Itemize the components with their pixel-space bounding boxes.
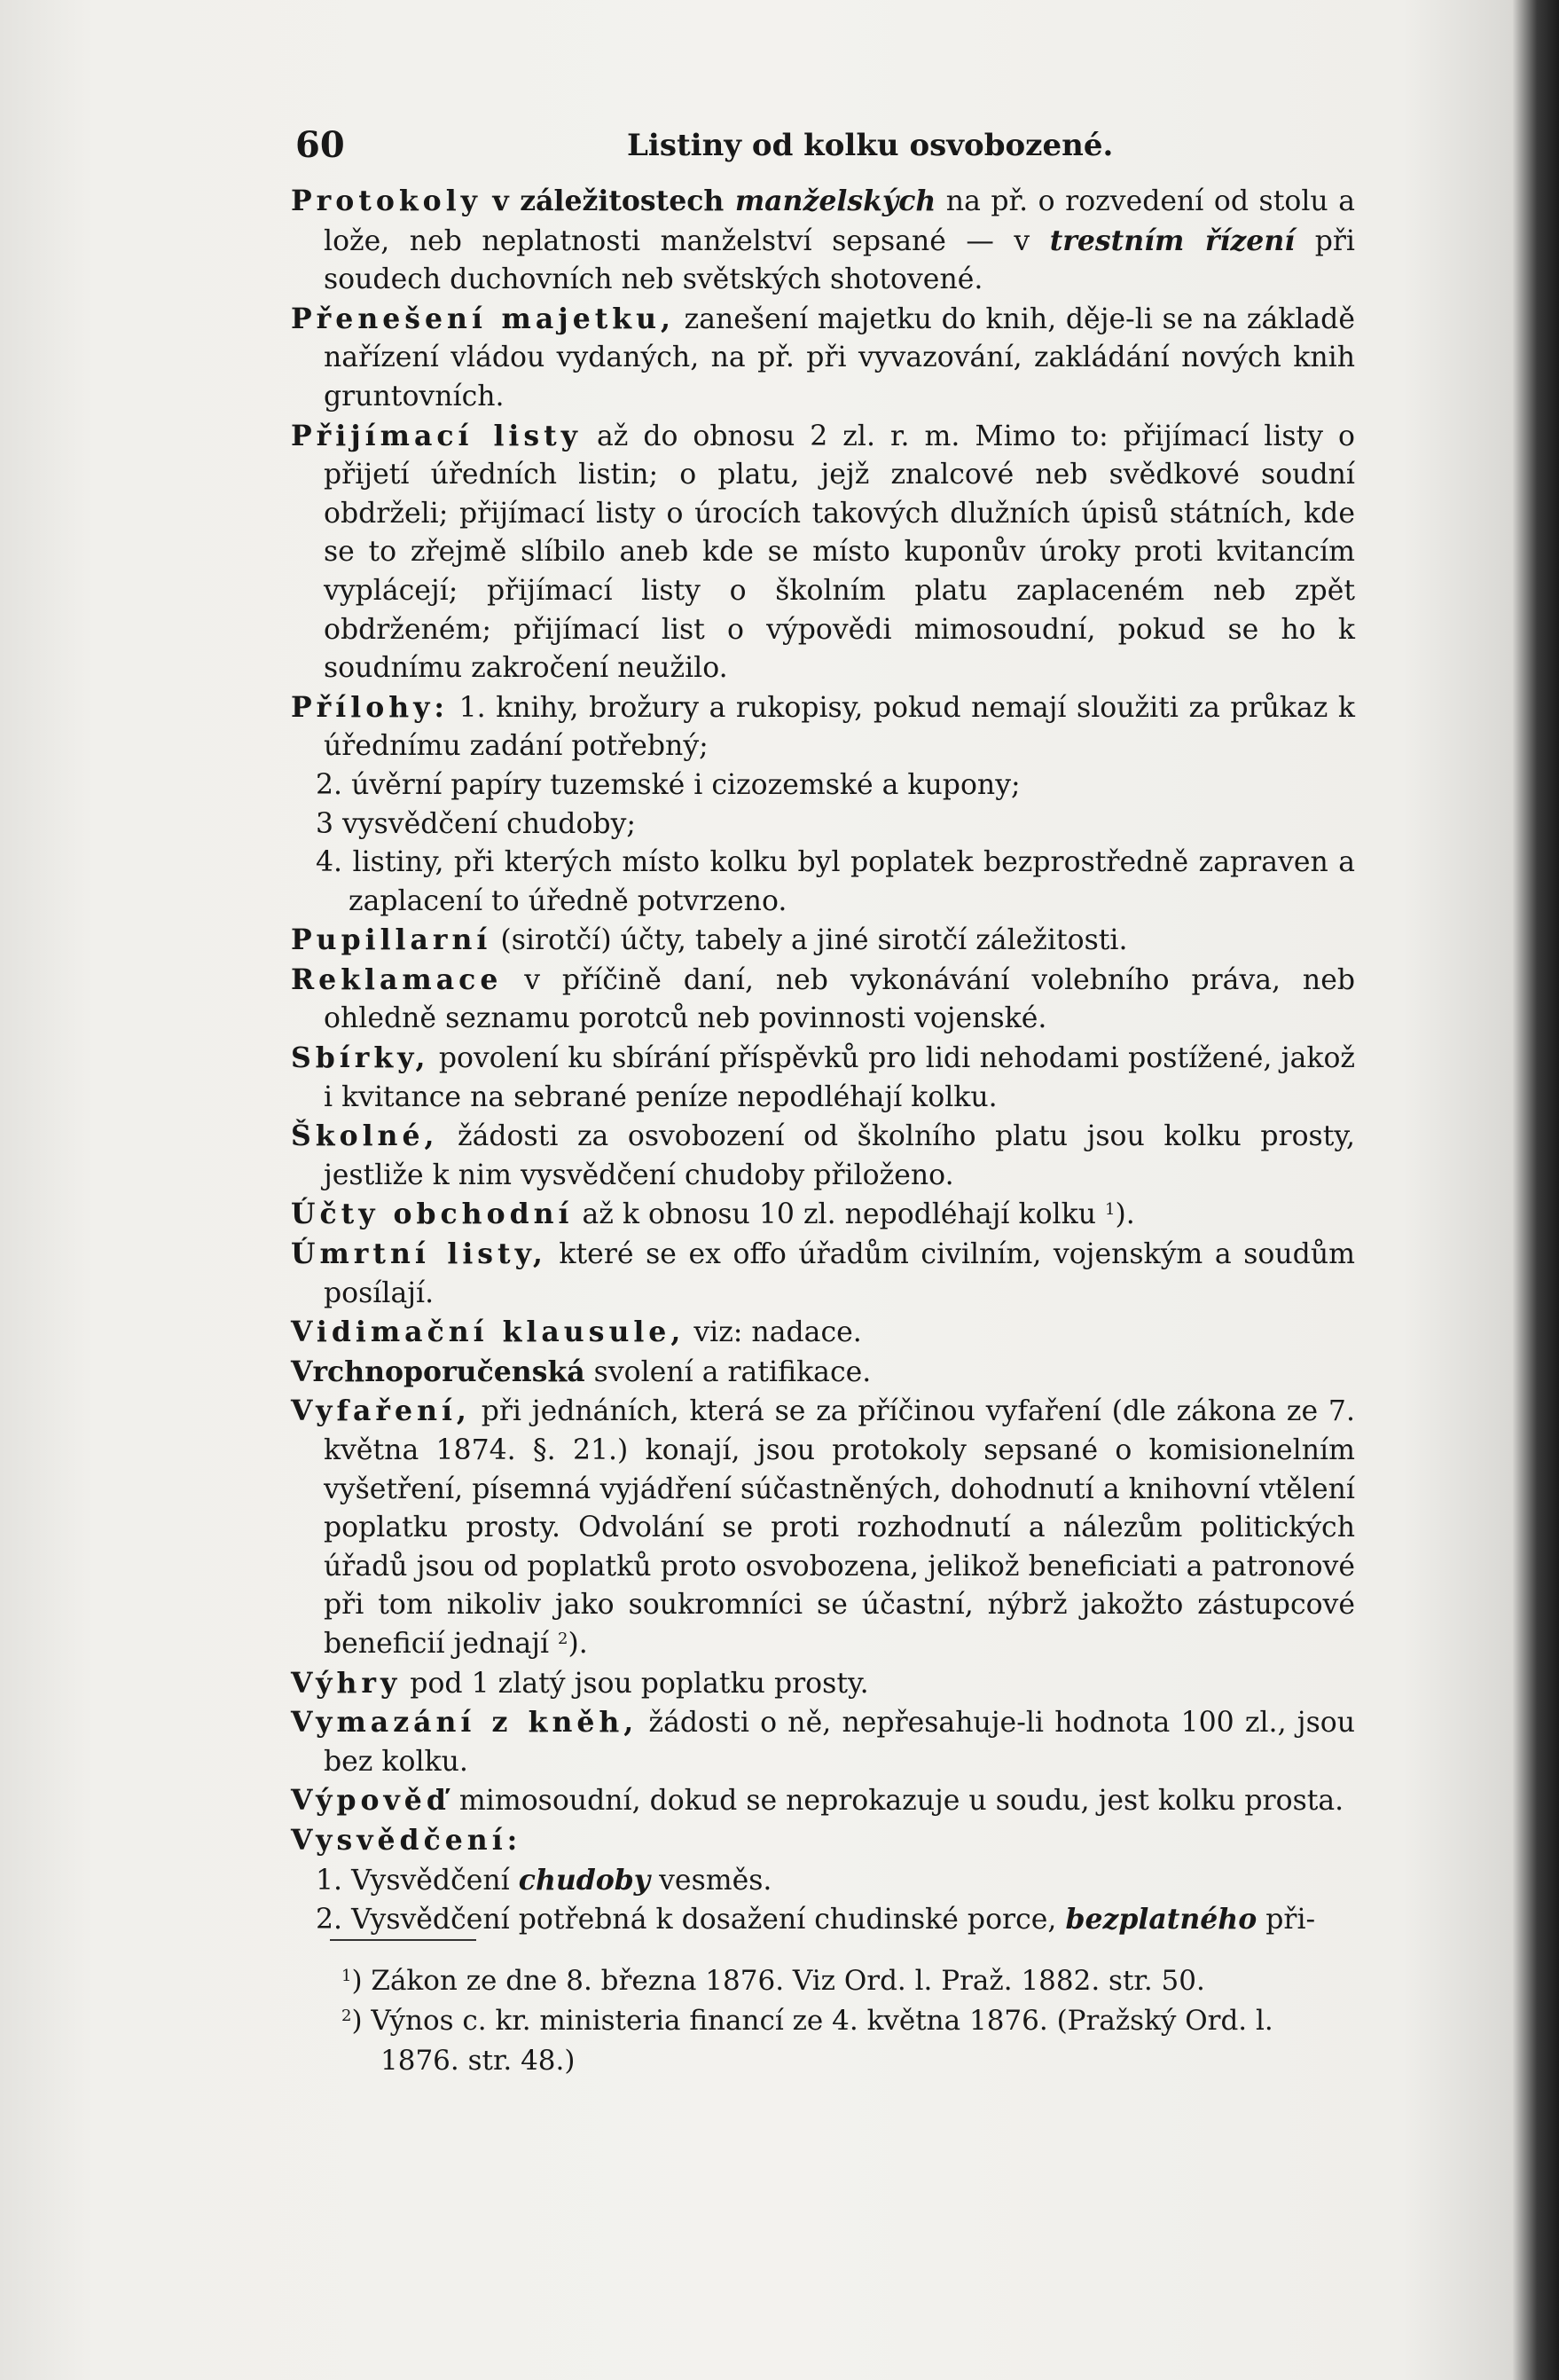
list-item: 3 vysvědčení chudoby;	[316, 807, 636, 840]
entry-sbirky: Sbírky, povolení ku sbírání příspěvků pro lidi nehodami postížené, jakož i kvitance na sebrané peníze nepodléhají kolku.	[291, 1041, 1355, 1113]
entry-prijimaci-listy: Přijímací listy až do obnosu 2 zl. r. m. Mimo to: přijímací listy o přijetí úředních listin; o platu, jejž znalcové neb svědkové soudní obdrželi; přijímací listy o úrocích takových dlužních úpisů státních, kde se to zřejmě slíbilo aneb kde se místo kuponův úroky proti kvitancím vyplácejí; přijímací listy o školním platu zaplaceném neb zpět obdrženém; přijímací list o výpovědi mimosoudní, pokud se ho k soudnímu zakročení neužilo.	[291, 419, 1355, 685]
entry-keyword: Přenešení majetku,	[291, 302, 675, 335]
entry-vyfareni: Vyfaření, při jednáních, která se za příčinou vyfaření (dle zákona ze 7. května 1874. §. 21.) konají, jsou protokoly sepsané o komisionelním vyšetření, písemná vyjádření súčastněných, dohodnutí a knihovní vtělení poplatku prosty. Odvolání se proti rozhodnutí a nálezům politických úřadů jsou od poplatků proto osvobozena, jelikož beneficiati a patronové při tom nikoliv jako soukromníci se účastní, nýbrž jakožto zástupcové beneficií jednají $^2$).	[291, 1394, 1355, 1660]
footnote-ref: 2	[558, 1629, 568, 1648]
entry-keyword: Vrchnoporučenská	[291, 1355, 585, 1388]
entry-keyword: Přílohy:	[291, 690, 450, 724]
entry-keyword: Reklamace	[291, 962, 503, 996]
entry-keyword: Úmrtní listy,	[291, 1237, 547, 1271]
entry-vymazani: Vymazání z kněh, žádosti o ně, nepřesahuje-li hodnota 100 zl., jsou bez kolku.	[291, 1706, 1355, 1778]
page-header	[295, 124, 1348, 169]
list-item: 2. Vysvědčení potřebná k dosažení chudinské porce, bezplatného při-	[316, 1903, 1316, 1936]
entry-vyhry: Výhry pod 1 zlatý jsou poplatku prosty.	[291, 1666, 869, 1700]
entry-skolne: Školné, žádosti za osvobození od školního platu jsou kolku prosty, jestliže k nim vysvědčení chudoby přiloženo.	[291, 1119, 1355, 1191]
list-item: 2. úvěrní papíry tuzemské i cizozemské a kupony;	[316, 768, 1021, 801]
footnote: $^2$) Výnos c. kr. ministeria financí ze 4. května 1876. (Pražský Ord. l. 1876. str. 48.)	[341, 2005, 1273, 2077]
entry-vrchnoporucenska: Vrchnoporučenská svolení a ratifikace.	[291, 1355, 872, 1388]
page-number: 60	[295, 124, 345, 166]
entry-vypoved: Výpověď mimosoudní, dokud se neprokazuje u soudu, jest kolku prosta.	[291, 1784, 1344, 1818]
footnotes	[341, 1961, 1352, 2081]
footnote: $^1$) Zákon ze dne 8. března 1876. Viz Ord. l. Praž. 1882. str. 50.	[341, 1965, 1205, 1997]
running-title: Listiny od kolku osvobozené.	[627, 128, 1114, 163]
entry-umrtni-listy: Úmrtní listy, které se ex offo úřadům civilním, vojenským a soudům posílají.	[291, 1237, 1355, 1309]
entry-keyword: Vysvědčení:	[291, 1823, 522, 1857]
entry-keyword: Sbírky,	[291, 1041, 430, 1075]
entry-keyword: Výpověď	[291, 1784, 450, 1818]
footnote-divider	[330, 1939, 476, 1941]
entry-keyword: Vyfaření,	[291, 1394, 471, 1428]
entry-keyword: Vidimační klausule,	[291, 1316, 685, 1349]
entry-keyword: Školné,	[291, 1119, 439, 1153]
entry-vysvedceni	[291, 1821, 1355, 1861]
footnote-ref: 1	[1105, 1200, 1116, 1220]
entry-protokoly: Protokoly v záležitostech manželských na př. o rozvedení od stolu a lože, neb neplatnosti manželství sepsané — v trestním řízení při soudech duchovních neb světských shotovené.	[291, 185, 1355, 296]
list-item: 1. Vysvědčení chudoby vesměs.	[316, 1863, 772, 1897]
entry-preneseni: Přenešení majetku, zanešení majetku do knih, děje-li se na základě nařízení vládou vydaných, na př. při vyvazování, zakládání nových knih gruntovních.	[291, 302, 1355, 412]
entry-pupillarni: Pupillarní (sirotčí) účty, tabely a jiné sirotčí záležitosti.	[291, 923, 1128, 957]
entry-keyword: Vymazání z kněh,	[291, 1706, 638, 1740]
entry-keyword: Účty obchodní	[291, 1198, 574, 1231]
entry-keyword: Protokoly	[291, 185, 482, 217]
entry-keyword: Přijímací listy	[291, 419, 582, 452]
list-item: 4. listiny, při kterých místo kolku byl poplatek bezprostředně zapraven a zaplacení to úředně potvrzeno.	[316, 846, 1355, 917]
entry-keyword: Pupillarní	[291, 923, 492, 957]
entry-ucty-obchodni: Účty obchodní až k obnosu 10 zl. nepodléhají kolku $^1$).	[291, 1198, 1135, 1231]
entry-prilohy: Přílohy: 1. knihy, brožury a rukopisy, pokud nemají sloužiti za průkaz k úřednímu zadání potřebný;	[291, 690, 1355, 763]
entry-keyword: Výhry	[291, 1666, 402, 1700]
entry-vidimacni-klausule: Vidimační klausule, viz: nadace.	[291, 1316, 862, 1349]
entry-reklamace: Reklamace v příčině daní, neb vykonávání volebního práva, neb ohledně seznamu porotců neb povinnosti vojenské.	[291, 962, 1355, 1035]
body-text	[291, 182, 1355, 1940]
